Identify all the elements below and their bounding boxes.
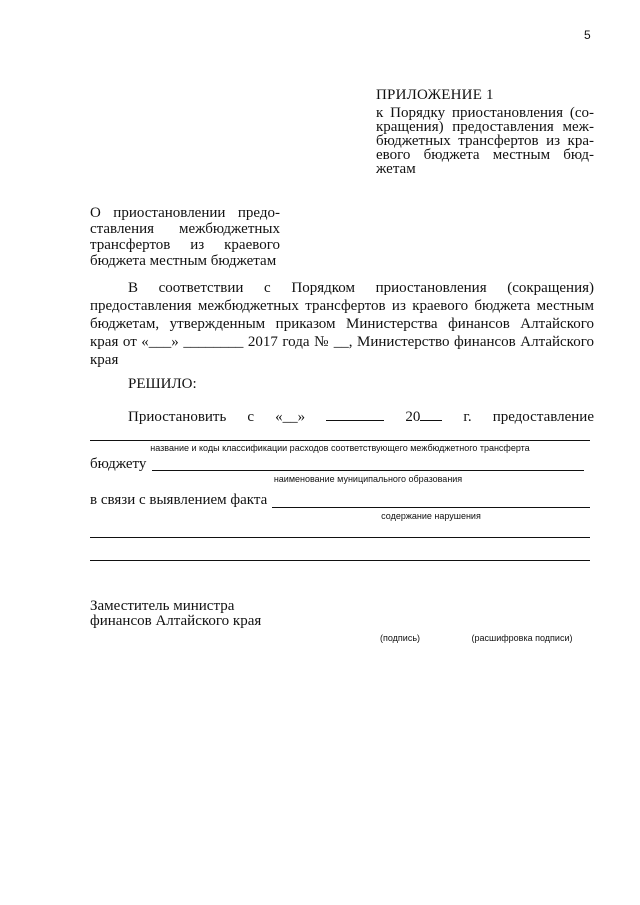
year-blank-line (420, 408, 442, 421)
intro-line: предоставления межбюджетных трансфертов из краевого бюджета местным (90, 298, 594, 314)
extra-line (90, 560, 590, 561)
budget-label: бюджету (90, 456, 147, 472)
appendix-line: бюджетных трансфертов из кра- (376, 133, 594, 149)
intro-line: края от «___» ________ 2017 года № __, Министерство финансов Алтайского (90, 334, 594, 350)
year-suffix: г. (463, 409, 472, 425)
from-word: с (247, 409, 255, 425)
appendix-line: к Порядку приостановления (со- (376, 105, 594, 121)
decoding-caption: (расшифровка подписи) (471, 633, 573, 643)
intro-line: края (90, 352, 119, 368)
violation-line (272, 507, 590, 508)
subject-line: ставления межбюджетных (90, 221, 280, 237)
page-number: 5 (584, 28, 591, 42)
signer-block (90, 599, 261, 629)
year-prefix: 20 (405, 408, 442, 426)
suspend-word: Приостановить (128, 409, 227, 425)
subject-line: трансфертов из краевого (90, 237, 280, 253)
appendix-heading (376, 88, 594, 176)
intro-line: бюджетам, утвержденным приказом Министерства финансов Алтайского (90, 316, 594, 332)
appendix-line: евого бюджета местным бюд- (376, 147, 594, 163)
municipality-line (152, 470, 584, 471)
decided-heading: РЕШИЛО: (128, 376, 197, 392)
transfer-name-line (90, 440, 590, 441)
month-blank-line (326, 408, 384, 421)
reason-label: в связи с выявлением факта (90, 492, 268, 508)
subject-line: О приостановлении предо- (90, 205, 280, 221)
appendix-title: ПРИЛОЖЕНИЕ 1 (376, 87, 494, 103)
day-blank: «__» (275, 409, 306, 425)
transfer-caption: название и коды классификации расходов соответствующего межбюджетного трансферта (150, 443, 530, 453)
extra-line (90, 537, 590, 538)
subject-line: бюджета местным бюджетам (90, 253, 277, 269)
document-subject (90, 205, 280, 269)
suspend-row (128, 408, 594, 426)
violation-caption: содержание нарушения (381, 511, 481, 521)
intro-line: В соответствии с Порядком приостановления (сокращения) (128, 280, 594, 296)
appendix-line: жетам (376, 161, 416, 177)
signature-caption: (подпись) (379, 633, 421, 643)
provision-word: предоставление (492, 409, 594, 425)
signer-position: Заместитель министра (90, 598, 235, 614)
signer-organization: финансов Алтайского края (90, 613, 262, 629)
appendix-line: кращения) предоставления меж- (376, 119, 594, 135)
municipality-caption: наименование муниципального образования (273, 474, 463, 484)
intro-paragraph (90, 279, 594, 369)
